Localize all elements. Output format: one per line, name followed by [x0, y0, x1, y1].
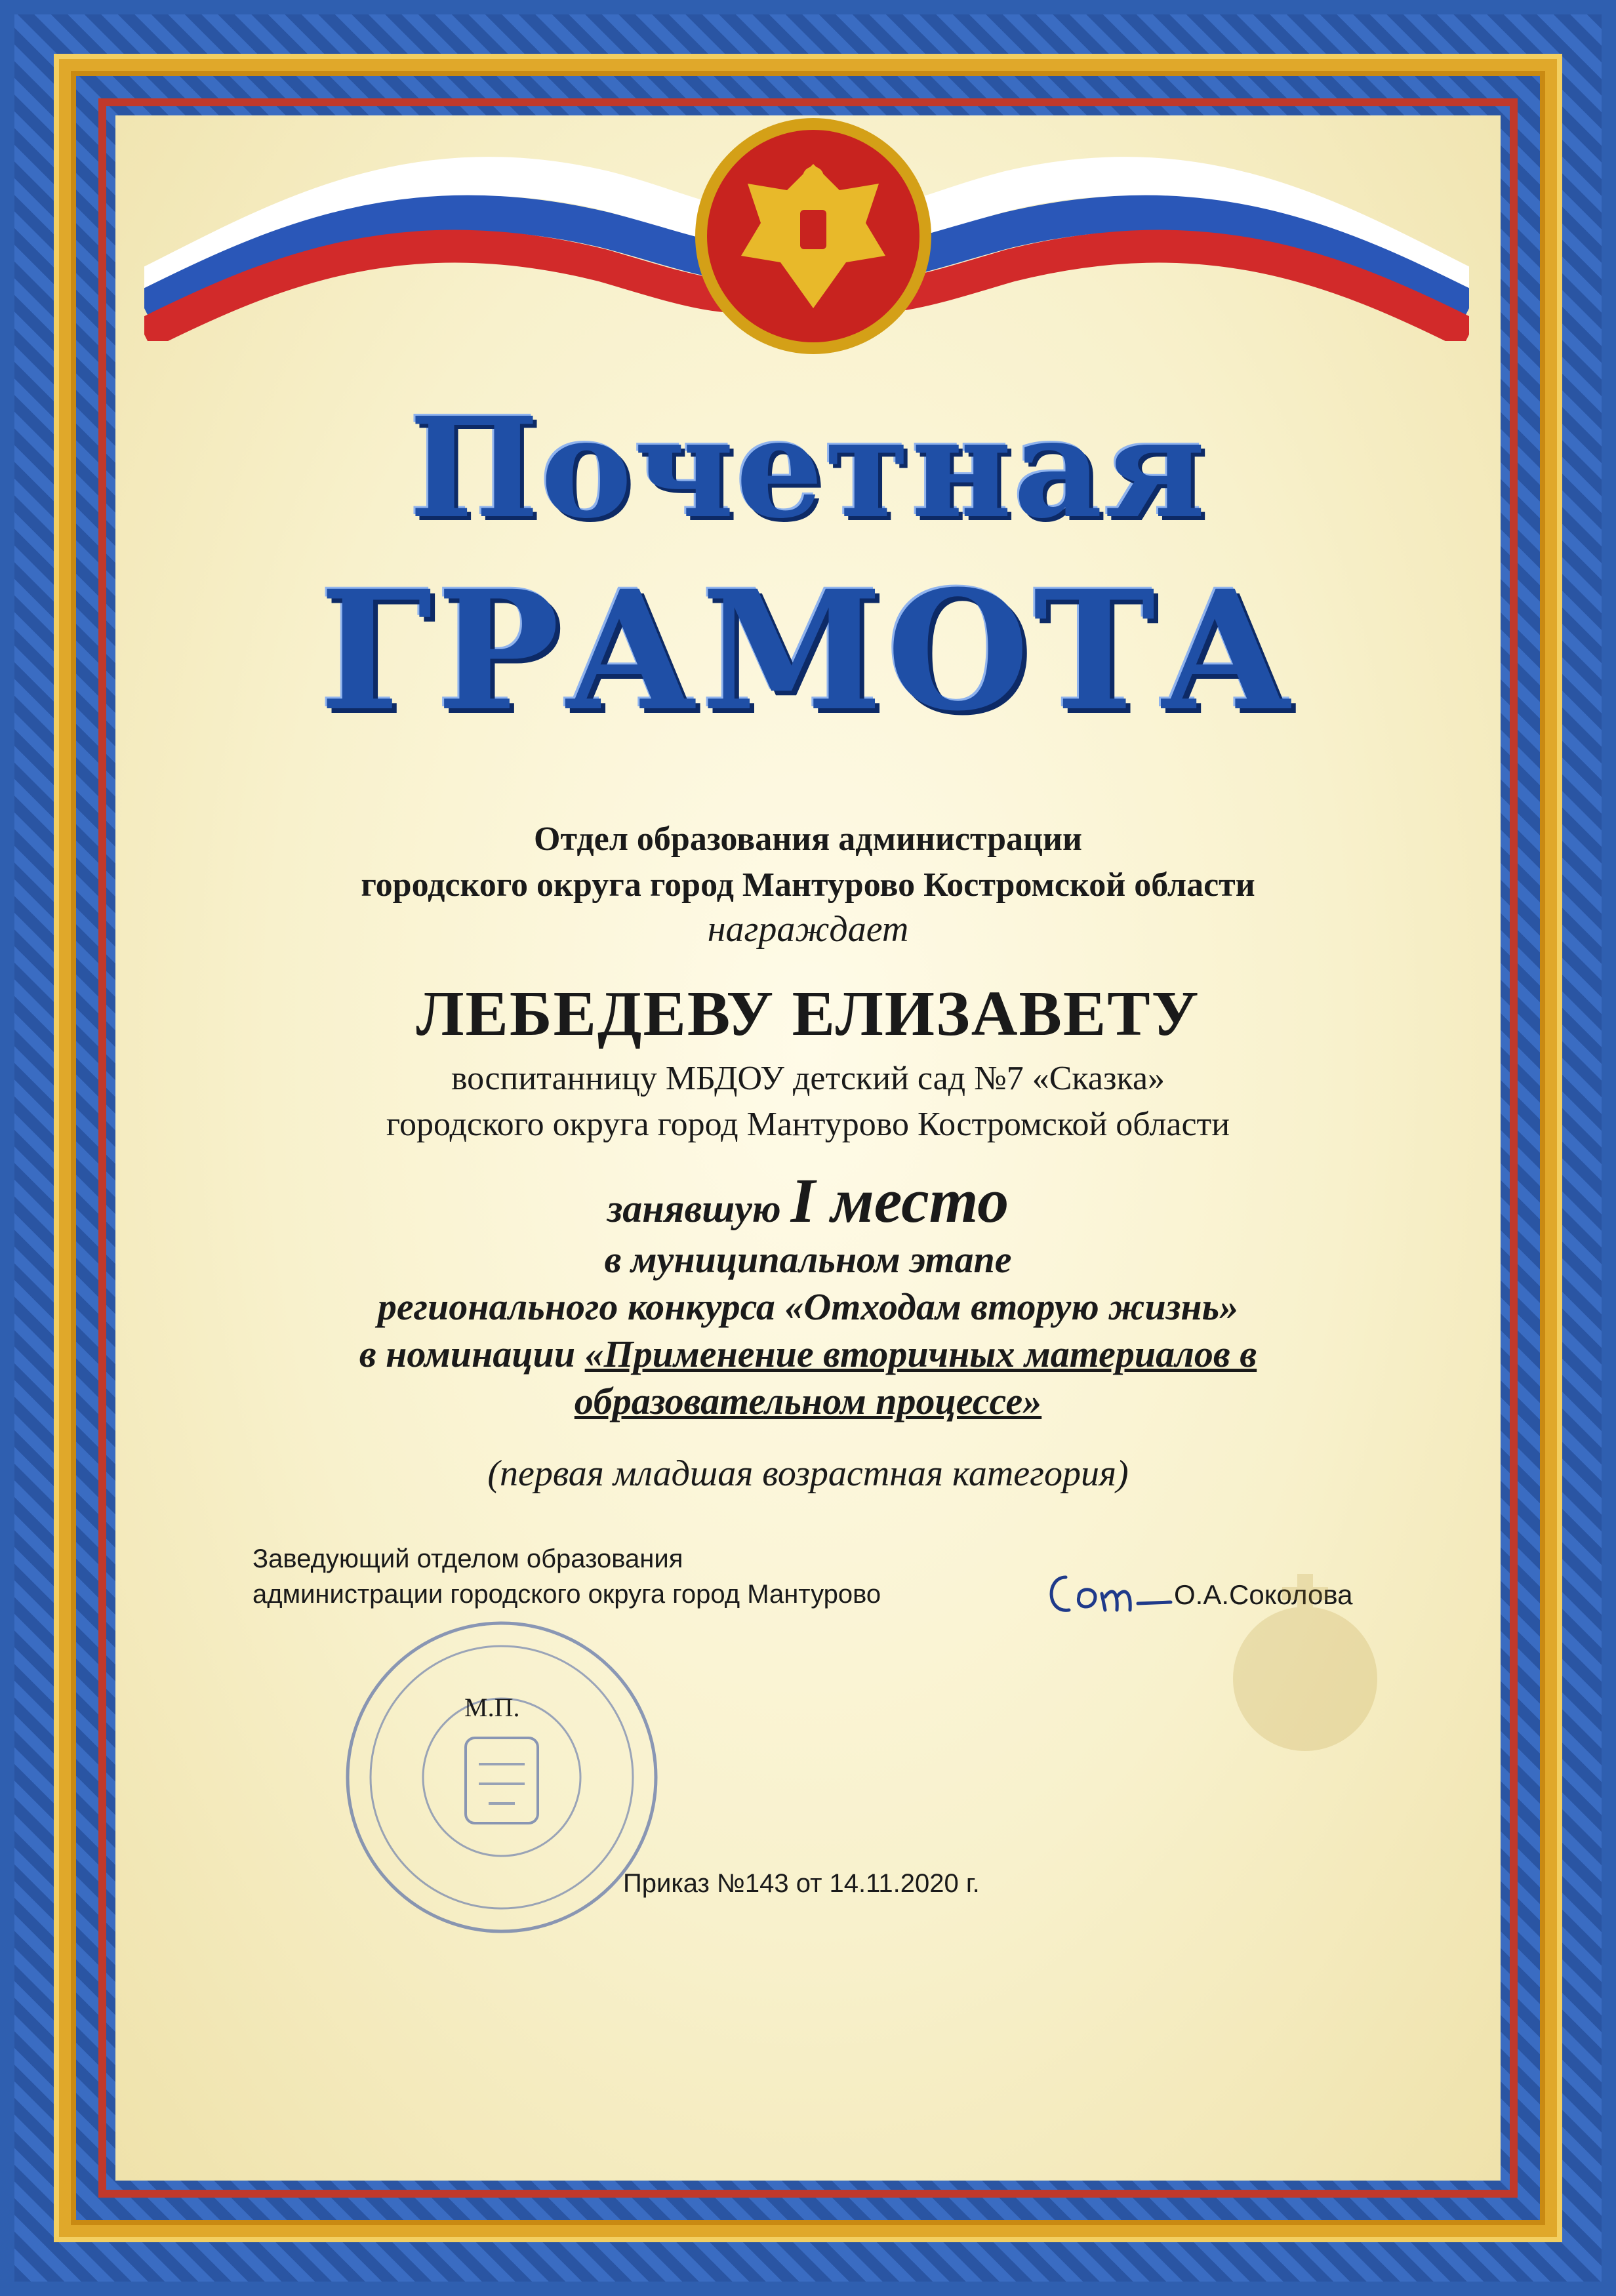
- nomination-title-line2: образовательном процессе»: [574, 1380, 1042, 1422]
- nomination-title-line1: «Применение вторичных материалов в: [584, 1333, 1257, 1375]
- order-number: Приказ №143 от 14.11.2020 г.: [623, 1869, 980, 1898]
- recipient-description: [0, 1056, 1616, 1148]
- contest-block: [0, 1236, 1616, 1425]
- official-stamp: [338, 1613, 666, 1941]
- certificate-title-line2: ГРАМОТА: [319, 554, 1297, 747]
- place-value: I место: [790, 1165, 1009, 1236]
- coat-of-arms-emblem: [689, 111, 938, 361]
- recipient-desc-line2: городского округа город Мантурово Костромской области: [386, 1106, 1230, 1143]
- certificate-title-line1: Почетная: [409, 387, 1207, 549]
- place-line: [0, 1164, 1616, 1237]
- nomination-line1: [0, 1331, 1616, 1378]
- handwritten-signature: [1040, 1551, 1184, 1630]
- signer-title-line2: администрации городского округа город Мантурово: [253, 1580, 881, 1609]
- nomination-label: в номинации: [359, 1333, 576, 1375]
- place-prefix: занявшую: [607, 1187, 781, 1230]
- nomination-line2: [0, 1378, 1616, 1425]
- recipient-name: ЛЕБЕДЕВУ ЕЛИЗАВЕТУ: [416, 978, 1200, 1049]
- issuer-line2: городского округа город Мантурово Костромской области: [361, 866, 1255, 904]
- issuer-line1: Отдел образования администрации: [534, 820, 1082, 858]
- contest-line1: в муниципальном этапе: [604, 1238, 1012, 1281]
- awards-word: награждает: [707, 909, 909, 950]
- signer-title: [253, 1541, 881, 1612]
- signer-name: О.А.Соколова: [1174, 1579, 1353, 1610]
- issuer-block: [0, 816, 1616, 908]
- orb-watermark: [1220, 1561, 1390, 1758]
- signer-title-line1: Заведующий отделом образования: [253, 1544, 683, 1573]
- recipient-desc-line1: воспитанницу МБДОУ детский сад №7 «Сказка»: [451, 1060, 1165, 1097]
- stamp-mark: М.П.: [464, 1693, 520, 1722]
- contest-line2: регионального конкурса «Отходам вторую жизнь»: [377, 1285, 1239, 1328]
- age-category: (первая младшая возрастная категория): [487, 1453, 1129, 1494]
